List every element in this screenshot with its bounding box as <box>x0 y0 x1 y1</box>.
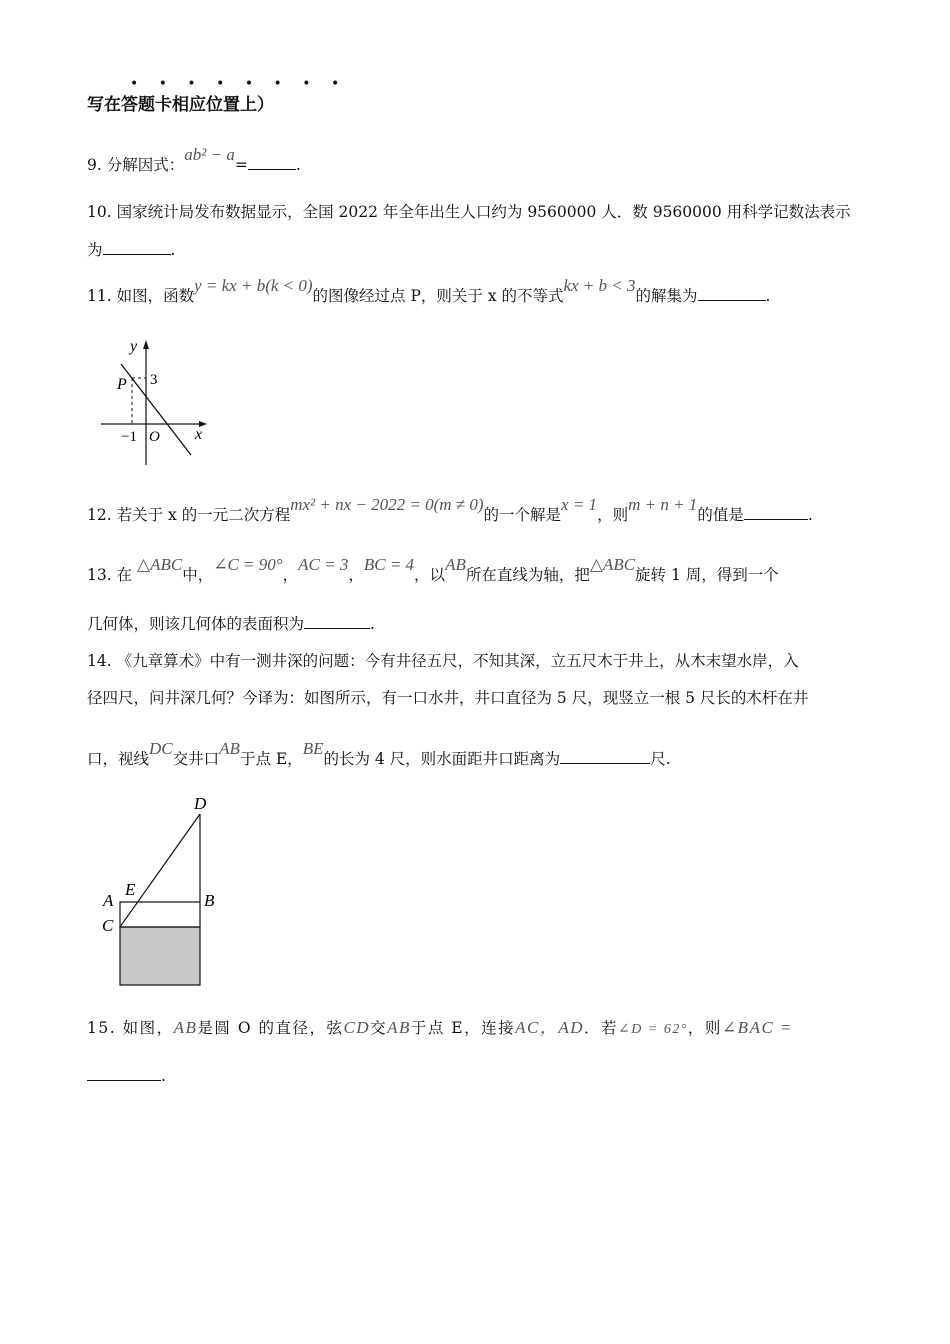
question-text: ，则 <box>687 1019 722 1037</box>
question-text: ，以 <box>414 566 446 584</box>
answer-blank[interactable] <box>744 505 808 520</box>
question-text: 中， <box>182 566 214 584</box>
question-text: 若关于 x 的一元二次方程 <box>116 506 291 524</box>
question-text: 如图，函数 <box>116 287 195 305</box>
question-text: 为 <box>87 241 103 259</box>
math-expression: ∠C = 90° <box>213 555 283 574</box>
question-text: 的解集为 <box>635 287 698 305</box>
question-number: 13. <box>87 566 112 584</box>
period: . <box>370 615 375 633</box>
question-text: ， <box>348 566 364 584</box>
x-label: x <box>195 426 203 443</box>
question-15 <box>87 1018 793 1040</box>
question-text: 国家统计局发布数据显示，全国 2022 年全年出生人口约为 9560000 人．数 9560000 用科学记数法表示 <box>116 203 851 221</box>
answer-blank[interactable] <box>304 614 370 629</box>
math-expression: AB <box>173 1018 198 1037</box>
question-text: ， <box>282 566 299 584</box>
question-number: 9. <box>87 156 102 174</box>
equals-sign: = <box>234 156 248 174</box>
question-14-line-3 <box>87 739 671 769</box>
question-text: 的长为 4 尺，则水面距井口距离为 <box>323 750 561 768</box>
period: . <box>765 287 771 305</box>
question-14-line-2 <box>87 688 808 708</box>
answer-blank[interactable] <box>698 286 766 301</box>
sightline-dc <box>120 814 200 927</box>
label-e: E <box>125 880 136 899</box>
math-expression: AB <box>219 739 240 758</box>
question-number: 12. <box>87 506 112 524</box>
math-expression: DC <box>149 739 173 758</box>
math-expression: ab² − a <box>184 145 235 164</box>
emphasis-dots: • • • • • • • • <box>130 76 348 92</box>
point-p-label: P <box>117 376 127 393</box>
tick-neg1-label: −1 <box>121 429 137 445</box>
math-expression: BE <box>302 739 324 758</box>
math-expression: AB <box>445 555 466 574</box>
question-text: 交 <box>370 1019 388 1037</box>
answer-blank[interactable] <box>248 155 296 170</box>
question-15-line-2 <box>87 1066 166 1086</box>
question-number: 15. <box>87 1019 117 1037</box>
question-text: 口，视线 <box>87 750 150 768</box>
question-number: 14. <box>87 652 112 670</box>
label-a: A <box>103 891 114 910</box>
question-10-line-2 <box>87 240 175 260</box>
question-text: 交井口 <box>172 750 220 768</box>
question-number: 11. <box>87 287 112 305</box>
question-text: ，则 <box>597 506 629 524</box>
tick-3-label: 3 <box>150 372 158 388</box>
question-text: 的图像经过点 P，则关于 x 的不等式 <box>312 287 564 305</box>
question-13-line-2 <box>87 614 375 634</box>
question-text: 分解因式： <box>106 156 185 174</box>
question-text: 尺. <box>650 750 671 768</box>
label-b: B <box>204 891 215 910</box>
question-text: 在 <box>116 566 133 584</box>
question-14 <box>87 651 799 671</box>
question-text: 是圆 O 的直径，弦 <box>197 1019 344 1037</box>
answer-blank[interactable] <box>87 1066 161 1081</box>
section-heading: 写在答题卡相应位置上） <box>87 95 274 115</box>
question-text: 径四尺，问井深几何？今译为：如图所示，有一口水井，井口直径为 5 尺，现竖立一根 5 尺长的木杆在井 <box>87 689 809 707</box>
question-text: 所在直线为轴，把 <box>465 566 590 584</box>
well-mouth <box>120 902 200 927</box>
label-d: D <box>194 794 207 813</box>
math-expression: CD <box>343 1018 371 1037</box>
period: . <box>161 1067 166 1085</box>
y-axis-arrow <box>143 340 149 349</box>
math-expression: AB <box>387 1018 411 1037</box>
math-expression: ∠BAC = <box>721 1018 794 1037</box>
math-expression: y = kx + b(k < 0) <box>194 276 313 295</box>
question-text: 如图， <box>122 1019 174 1037</box>
water-area <box>120 927 200 985</box>
question-12 <box>87 495 813 525</box>
math-expression: kx + b < 3 <box>563 276 636 295</box>
question-text: 几何体，则该几何体的表面积为 <box>87 615 305 633</box>
question-number: 10. <box>87 203 112 221</box>
math-expression: △ABC <box>589 555 636 574</box>
math-expression: AC，AD <box>515 1018 585 1037</box>
question-13 <box>87 555 779 585</box>
question-9 <box>87 145 301 175</box>
question-text: 《九章算术》中有一测井深的问题：今有井径五尺，不知其深，立五尺木于井上，从木末望水岸，入 <box>116 652 799 670</box>
y-label: y <box>130 338 138 355</box>
question-10 <box>87 202 851 222</box>
question-text: 于点 E， <box>239 750 303 768</box>
label-c: C <box>102 916 114 935</box>
question-text: 于点 E，连接 <box>410 1019 516 1037</box>
question-text: 的值是 <box>697 506 744 524</box>
question-text: ．若 <box>584 1019 619 1037</box>
q14-well-figure <box>98 792 228 990</box>
math-expression: m + n + 1 <box>628 495 698 514</box>
question-text: 旋转 1 周，得到一个 <box>635 566 779 584</box>
answer-blank[interactable] <box>103 240 171 255</box>
period: . <box>807 506 813 524</box>
math-expression: mx² + nx − 2022 = 0(m ≠ 0) <box>290 495 484 514</box>
math-expression: BC = 4 <box>363 555 415 574</box>
period: . <box>295 156 301 174</box>
math-expression: x = 1 <box>561 495 598 514</box>
period: . <box>170 241 176 259</box>
question-text: 的一个解是 <box>483 506 562 524</box>
answer-blank[interactable] <box>560 749 650 764</box>
question-11 <box>87 276 771 306</box>
math-expression: AC = 3 <box>298 555 349 574</box>
q11-graph-figure <box>95 335 220 470</box>
math-expression: ∠D = 62° <box>618 1022 688 1037</box>
math-expression: △ABC <box>137 555 183 574</box>
origin-label: O <box>149 429 160 445</box>
